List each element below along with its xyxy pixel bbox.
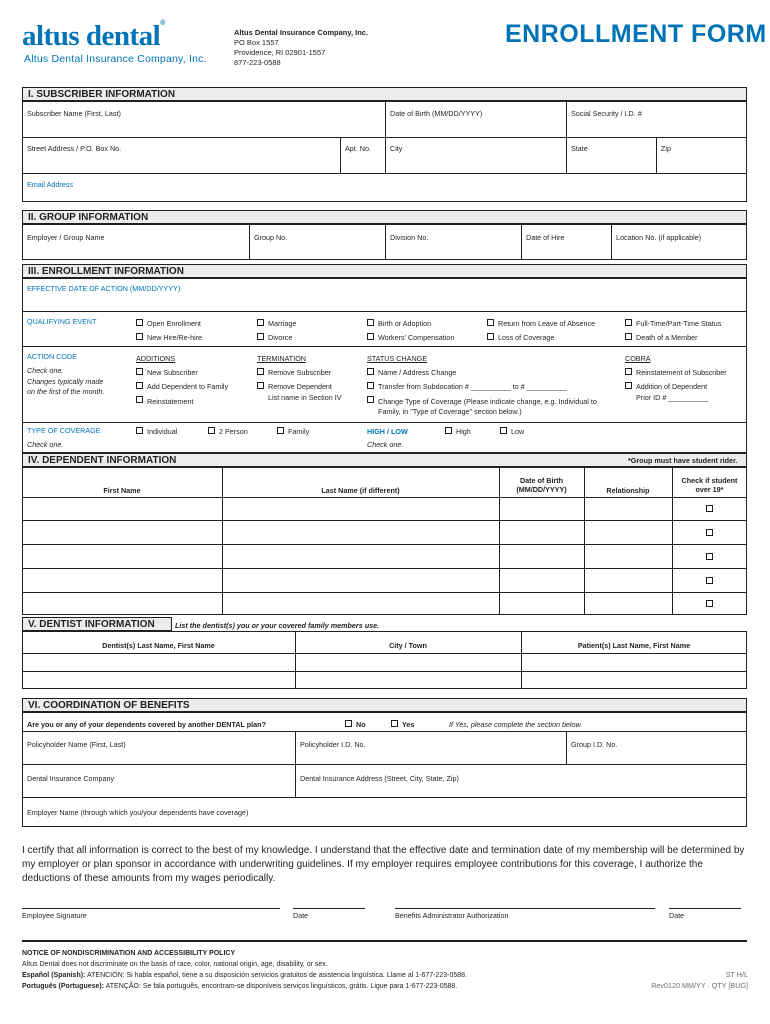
individual-label: Individual (147, 427, 178, 436)
workers-comp-label: Workers' Compensation (378, 333, 455, 342)
nondiscrimination-notice: NOTICE OF NONDISCRIMINATION AND ACCESSIBILITY POLICY Altus Dental does not discriminate on the basis of race, color, national origin, age, disability, or sex. Español (Spanish): ATENCIÓN: Si habla español, tiene a su disposición servicios gratuitos de asistencia lingüística. Llame al 1-677-223-0588. Português (Portuguese): ATENÇÃO: Se fala português, encontram-se disponíveis serviços linguísticos, grátis. Ligue para 1-677-223-0588. (22, 950, 467, 990)
dentist-city-header: City / Town (389, 641, 427, 650)
section-group-header: II. GROUP INFORMATION (22, 210, 747, 224)
cobra-heading: COBRA (625, 354, 651, 363)
form-title: ENROLLMENT FORM (505, 20, 767, 48)
last-name-header: Last Name (if different) (321, 486, 400, 495)
high-low-label: HIGH / LOW (367, 427, 408, 436)
student-header: Check if student over 19* (681, 476, 738, 494)
policyholder-id-field[interactable]: Policyholder I.D. No. (300, 740, 366, 749)
section-coordination-header: VI. COORDINATION OF BENEFITS (22, 698, 747, 712)
group-no-field[interactable]: Group No. (254, 233, 288, 242)
student-checkbox-row5[interactable] (706, 600, 713, 607)
apt-field[interactable]: Apt. No. (345, 144, 371, 153)
type-coverage-note: Check one. (27, 440, 64, 449)
reinstatement-label: Reinstatement (147, 397, 194, 406)
transfer-checkbox[interactable] (367, 382, 374, 389)
remove-subscriber-checkbox[interactable] (257, 368, 264, 375)
date-line-1[interactable] (293, 908, 365, 909)
prior-id-field[interactable]: Prior ID # __________ (636, 393, 709, 402)
death-member-label: Death of a Member (636, 333, 698, 342)
low-checkbox[interactable] (500, 427, 507, 434)
divorce-label: Divorce (268, 333, 293, 342)
remove-dependent-label: Remove Dependent (268, 382, 332, 391)
group-id-field[interactable]: Group I.D. No. (571, 740, 618, 749)
section-subscriber-header: I. SUBSCRIBER INFORMATION (22, 87, 747, 101)
admin-signature-label: Benefits Administrator Authorization (395, 911, 509, 920)
open-enrollment-label: Open Enrollment (147, 319, 201, 328)
type-coverage-label: TYPE OF COVERAGE (27, 426, 101, 435)
family-label: Family (288, 427, 310, 436)
new-subscriber-checkbox[interactable] (136, 368, 143, 375)
effective-date-field[interactable]: EFFECTIVE DATE OF ACTION (MM/DD/YYYY) (27, 284, 181, 293)
first-name-header: First Name (103, 486, 141, 495)
new-hire-checkbox[interactable] (136, 333, 143, 340)
date-label-1: Date (293, 911, 309, 920)
coverage-employer-field[interactable]: Employer Name (through which you/your dependents have coverage) (27, 808, 249, 817)
division-no-field[interactable]: Division No. (390, 233, 429, 242)
section-dentist-header: V. DENTIST INFORMATION (22, 617, 172, 631)
date-line-2[interactable] (669, 908, 741, 909)
return-leave-label: Return from Leave of Absence (498, 319, 596, 328)
dentist-note: List the dentist(s) you or your covered family members use. (175, 621, 380, 630)
insurance-address-field[interactable]: Dental Insurance Address (Street, City, State, Zip) (300, 774, 459, 783)
logo-subtitle: Altus Dental Insurance Company, Inc. (24, 53, 207, 65)
change-coverage-label: Change Type of Coverage (Please indicate change, e.g. Individual to (378, 397, 597, 406)
dentist-name-header: Dentist(s) Last Name, First Name (102, 641, 215, 650)
family-checkbox[interactable] (277, 427, 284, 434)
student-checkbox-row1[interactable] (706, 505, 713, 512)
fulltime-parttime-label: Full-Time/Part-Time Status (636, 319, 722, 328)
name-address-change-label: Name / Address Change (378, 368, 457, 377)
individual-checkbox[interactable] (136, 427, 143, 434)
high-checkbox[interactable] (445, 427, 452, 434)
other-plan-no-label: No (356, 720, 366, 729)
marriage-checkbox[interactable] (257, 319, 264, 326)
fulltime-parttime-checkbox[interactable] (625, 319, 632, 326)
employer-field[interactable]: Employer / Group Name (27, 233, 105, 242)
qualifying-event-label: QUALIFYING EVENT (27, 317, 97, 326)
altus-dental-logo: altus dental® (22, 20, 165, 52)
birth-adoption-checkbox[interactable] (367, 319, 374, 326)
date-label-2: Date (669, 911, 685, 920)
zip-field[interactable]: Zip (661, 144, 671, 153)
marriage-label: Marriage (268, 319, 297, 328)
cobra-add-dependent-label: Addition of Dependent (636, 382, 708, 391)
company-address: Altus Dental Insurance Company, Inc. PO Box 1557 Providence, RI 02901-1557 877-223-0588 (234, 28, 369, 67)
action-note: Check one. (27, 366, 64, 375)
change-coverage-checkbox[interactable] (367, 396, 374, 403)
cobra-reinstatement-checkbox[interactable] (625, 368, 632, 375)
high-low-note: Check one. (367, 440, 404, 449)
student-checkbox-row3[interactable] (706, 553, 713, 560)
employee-signature-line[interactable] (22, 908, 280, 909)
notice-divider (22, 940, 747, 942)
low-label: Low (511, 427, 525, 436)
dentist-table (22, 631, 747, 689)
loss-coverage-label: Loss of Coverage (498, 333, 555, 342)
two-person-label: 2 Person (219, 427, 248, 436)
name-address-change-checkbox[interactable] (367, 368, 374, 375)
action-code-label: ACTION CODE (27, 352, 77, 361)
state-field[interactable]: State (571, 144, 588, 153)
status-change-heading: STATUS CHANGE (367, 354, 428, 363)
section-dependent-header: IV. DEPENDENT INFORMATION (22, 453, 747, 467)
policyholder-name-field[interactable]: Policyholder Name (First, Last) (27, 740, 126, 749)
remove-subscriber-label: Remove Subscriber (268, 368, 332, 377)
new-subscriber-label: New Subscriber (147, 368, 198, 377)
subscriber-name-field[interactable]: Subscriber Name (First, Last) (27, 109, 121, 118)
relationship-header: Relationship (606, 486, 650, 495)
date-of-hire-field[interactable]: Date of Hire (526, 233, 565, 242)
if-yes-note: If Yes, please complete the section below. (449, 720, 583, 729)
subscriber-ssn-field[interactable]: Social Security / I.D. # (571, 109, 642, 118)
workers-comp-checkbox[interactable] (367, 333, 374, 340)
dob-header: Date of Birth (MM/DD/YYYY) (516, 476, 567, 494)
remove-dependent-note: List name in Section IV (268, 393, 342, 402)
other-plan-no-checkbox[interactable] (345, 720, 352, 727)
loss-coverage-checkbox[interactable] (487, 333, 494, 340)
return-leave-checkbox[interactable] (487, 319, 494, 326)
transfer-label: Transfer from Subdocation # __________ to # __________ (378, 382, 567, 391)
revision-code: ST H/L Rev0120 MM/YY · QTY [BUG] (651, 970, 748, 990)
change-coverage-note: Family, in "Type of Coverage" section below.) (378, 407, 522, 416)
death-member-checkbox[interactable] (625, 333, 632, 340)
open-enrollment-checkbox[interactable] (136, 319, 143, 326)
termination-heading: TERMINATION (257, 354, 306, 363)
birth-adoption-label: Birth or Adoption (378, 319, 432, 328)
two-person-checkbox[interactable] (208, 427, 215, 434)
high-label: High (456, 427, 471, 436)
action-note: Changes typically made (27, 377, 104, 386)
additions-heading: ADDITIONS (136, 354, 176, 363)
action-note: on the first of the month. (27, 387, 105, 396)
email-field[interactable]: Email Address (27, 180, 73, 189)
cobra-add-dependent-checkbox[interactable] (625, 382, 632, 389)
section-enrollment-header: III. ENROLLMENT INFORMATION (22, 264, 747, 278)
street-address-field[interactable]: Street Address / P.O. Box No. (27, 144, 122, 153)
reinstatement-checkbox[interactable] (136, 396, 143, 403)
patient-name-header: Patient(s) Last Name, First Name (577, 641, 691, 650)
subscriber-dob-field[interactable]: Date of Birth (MM/DD/YYYY) (390, 109, 483, 118)
student-rider-note: *Group must have student rider. (628, 456, 738, 465)
add-dependent-label: Add Dependent to Family (147, 382, 229, 391)
other-plan-yes-checkbox[interactable] (391, 720, 398, 727)
remove-dependent-checkbox[interactable] (257, 382, 264, 389)
divorce-checkbox[interactable] (257, 333, 264, 340)
new-hire-label: New Hire/Re-hire (147, 333, 203, 342)
employee-signature-label: Employee Signature (22, 911, 87, 920)
location-no-field[interactable]: Location No. (if applicable) (616, 233, 702, 242)
add-dependent-checkbox[interactable] (136, 382, 143, 389)
insurance-company-field[interactable]: Dental Insurance Company (27, 774, 115, 783)
other-plan-question: Are you or any of your dependents covered by another DENTAL plan? (27, 720, 266, 729)
student-checkbox-row4[interactable] (706, 577, 713, 584)
student-checkbox-row2[interactable] (706, 529, 713, 536)
admin-signature-line[interactable] (395, 908, 655, 909)
city-field[interactable]: City (390, 144, 403, 153)
other-plan-yes-label: Yes (402, 720, 415, 729)
cobra-reinstatement-label: Reinstatement of Subscriber (636, 368, 727, 377)
certification-text: I certify that all information is correct to the best of my knowledge. I understand that the effective date and termination date of my membership will be determined by my employer or plan sponsor in accordance with underwriting guidelines. If my employer requires employee contributions for this coverage, I authorize the deductions of these amounts from my wages periodically. (22, 845, 745, 884)
